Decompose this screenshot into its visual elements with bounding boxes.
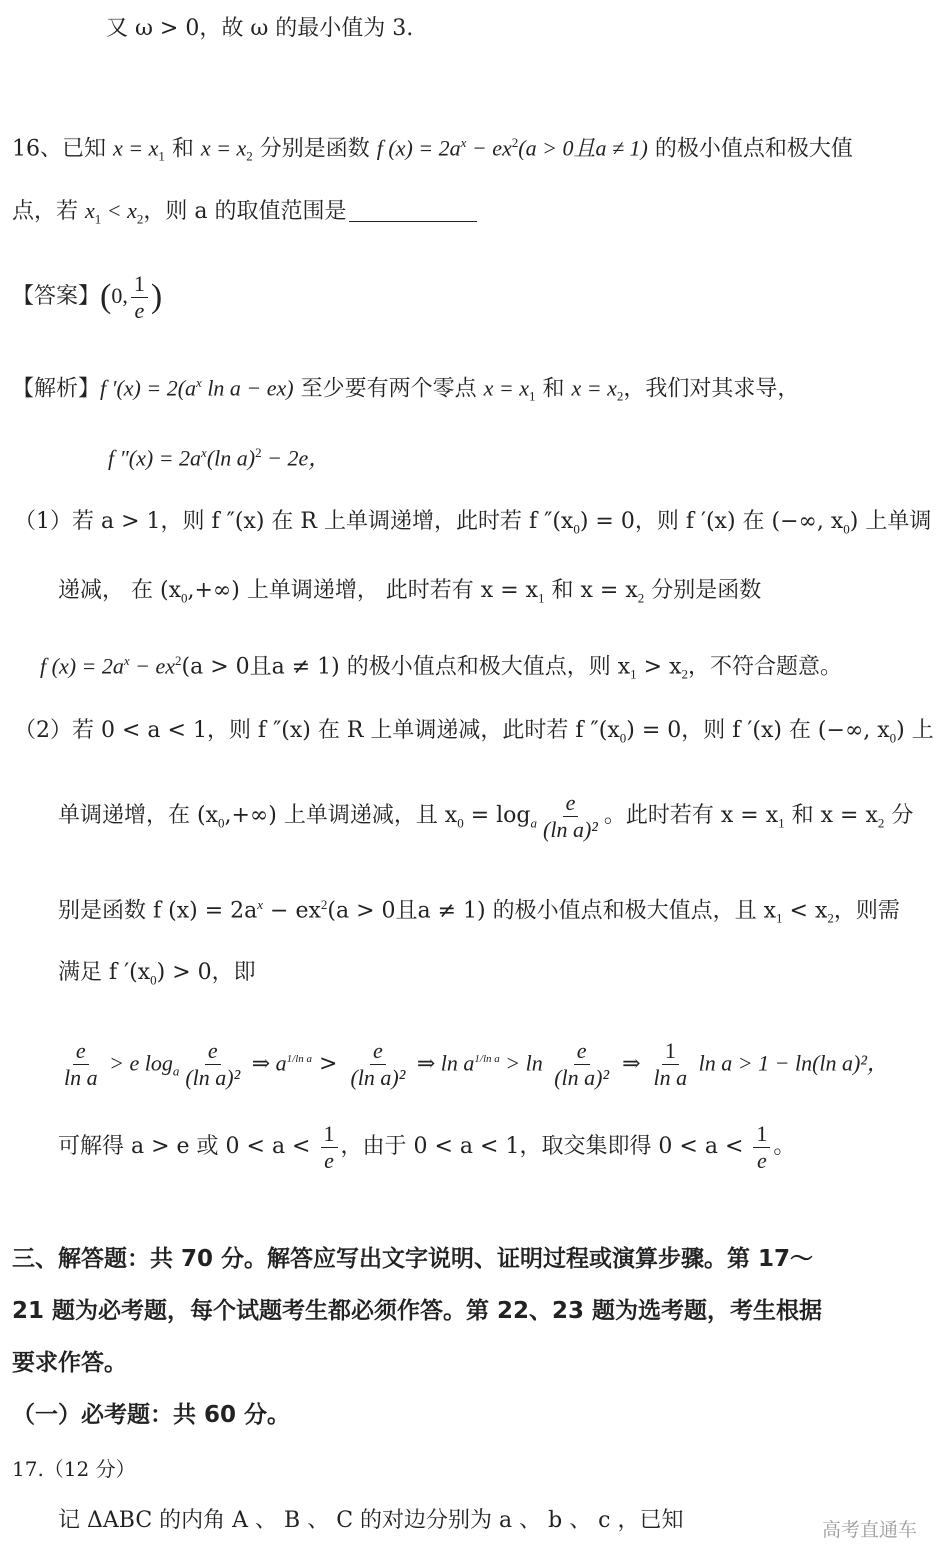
q16-line-1: 16、已知 $x = x_1$ 和 $x = x_2$ 分别是函数 f $(x) = 2a^x - ex^2(a > 0$且a ≠ 1) 的极小值点和极大值 (12, 135, 853, 164)
fraction-6: $\frac{1}{e}$ (321, 1121, 338, 1174)
fraction-5: $\frac{1}{\text{ln a}}$ (653, 1037, 688, 1090)
case2-line-5: $\frac{e}{\text{ln a}}$ > e $\log_a$ $\frac{e}{\text{(ln a)²}}$ ⇒ $a^{1/ln a}$ > $\frac{e}{\text{(ln a)²}}$ ⇒ $\ln a^{1/ln a} > \ln$ $\frac{e}{\text{(ln a)²}}$ ⇒ $\frac{1}{\text{ln a}}$ ln a > 1 − ln(ln a)²， (58, 1030, 889, 1101)
section3-subheading: （一）必考题：共 60 分。 (12, 1402, 291, 1428)
answer-label: 【答案】 (12, 284, 101, 309)
fraction-3: $\frac{e}{\text{(ln a)²}}$ (350, 1037, 406, 1090)
section3-line-3: 要求作答。 (12, 1350, 127, 1376)
section3-line-2: 21 题为必考题，每个试题考生都必须作答。第 22、23 题为选考题，考生根据 (12, 1298, 823, 1324)
answer-blank (349, 221, 477, 222)
case1-line-3: f $(x) = 2a^x - ex^2(a > 0$且a ≠ 1) 的极小值点和极大值点，则 $x_1 > x_2$，不符合题意。 (40, 653, 843, 682)
watermark: 高考直通车 (821, 1519, 917, 1541)
log-fraction: $\frac{e}{\text{(ln a)²}}$ (543, 789, 598, 842)
q16-line-2: 点，若 $x_1 < x_2$，则 a 的取值范围是 (12, 196, 477, 234)
fraction-2: $\frac{e}{\text{(ln a)²}}$ (185, 1037, 241, 1090)
text-line-top: 又 ω > 0，故 ω 的最小值为 3. (106, 16, 414, 41)
fraction-1: $\frac{e}{\text{ln a}}$ (64, 1037, 98, 1090)
case2-line-3: 别是函数 f $(x) = 2a^x - ex^2(a > 0$且a ≠ 1) 的极小值点和极大值点，且 $x_1 < x_2$，则需 (58, 897, 900, 926)
q17-heading: 17.（12 分） (12, 1457, 136, 1481)
answer-line: 【答案】(0, $\frac{1}{e}$ ) (12, 270, 163, 323)
case2-line-4: 满足 f $'(x_0) > 0$，即 (58, 960, 256, 988)
analysis-line-2: f $''(x) = 2a^x(\ln$ a)$^2$ − 2e， (108, 445, 331, 471)
analysis-label: 【解析】 (12, 376, 101, 402)
q17-line-1: 记 ΔABC 的内角 A 、 B 、 C 的对边分别为 a 、 b 、 c ，已知 (58, 1508, 684, 1533)
case2-line-2: 单调递增，在 $(x_0,+\infty)$ 上单调递减，且 $x_0 = \log_a$ $\frac{e}{\text{(ln a)²}}$ 。此时若有 $x = x_1$ 和 $x = x_2$ 分 (58, 789, 914, 842)
case2-line-6: 可解得 a > e 或 0 < a < $\frac{1}{e}$ ，由于 0 < a < 1，取交集即得 0 < a < $\frac{1}{e}$ 。 (58, 1120, 796, 1173)
analysis-line-1: 【解析】f $'(x) = 2(a^x$ ln a − ex) 至少要有两个零点 $x = x_1$ 和 $x = x_2$，我们对其求导， (12, 375, 800, 404)
case2-line-1: （2）若 0 < a < 1，则 f ″(x) 在 R 上单调递减，此时若 f $''(x_0) = 0$，则 f ′(x) 在 (−∞, $x_0$) 上 (14, 718, 934, 746)
case1-line-1: （1）若 a > 1，则 f ″(x) 在 R 上单调递增，此时若 f $''(x_0) = 0$，则 f ′(x) 在 (−∞, $x_0$) 上单调 (14, 509, 932, 537)
fraction-4: $\frac{e}{\text{(ln a)²}}$ (554, 1037, 610, 1090)
fraction-7: $\frac{1}{e}$ (753, 1121, 770, 1174)
case1-line-2: 递减， 在 $(x_0,+\infty)$ 上单调递增， 此时若有 $x = x_1$ 和 $x = x_2$ 分别是函数 (58, 578, 762, 606)
answer-fraction: $\frac{1}{e}$ (131, 271, 148, 324)
section3-line-1: 三、解答题：共 70 分。解答应写出文字说明、证明过程或演算步骤。第 17～ (12, 1246, 814, 1272)
